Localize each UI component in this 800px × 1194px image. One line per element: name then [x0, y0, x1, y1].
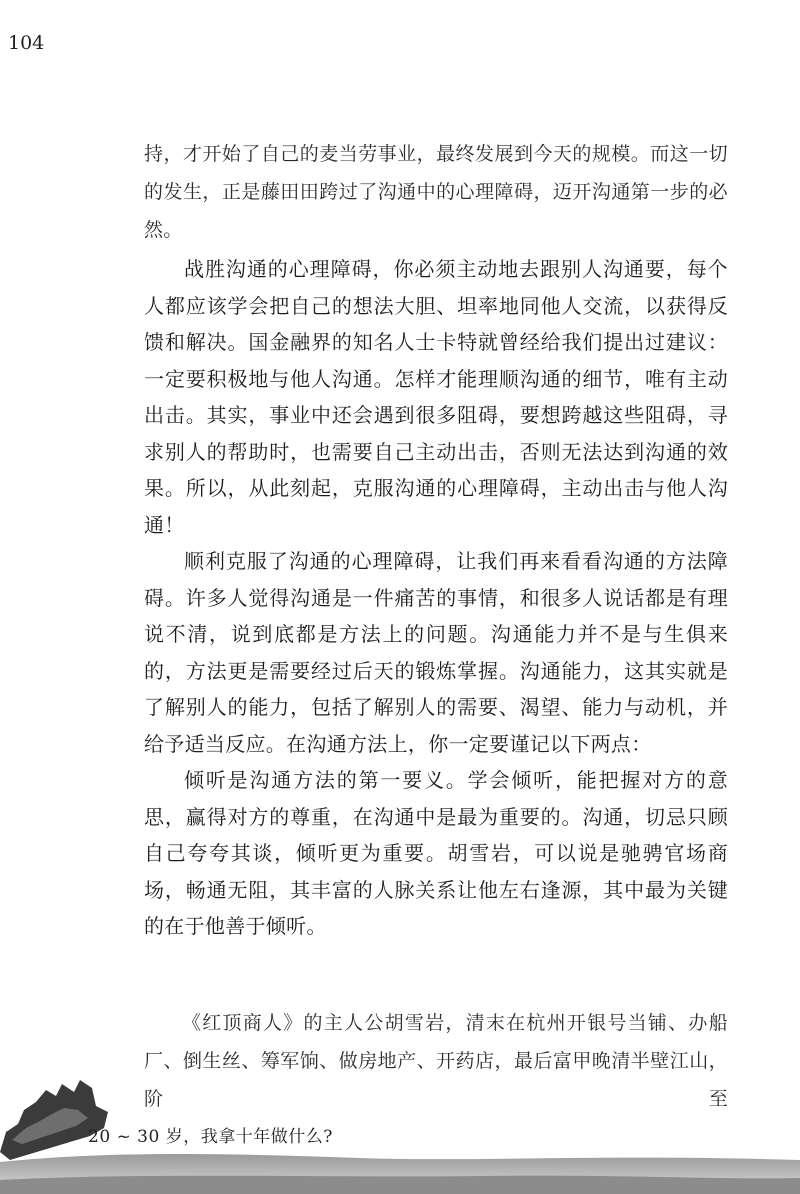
body-paragraph-2: 顺利克服了沟通的心理障碍，让我们再来看看沟通的方法障碍。许多人觉得沟通是一件痛苦的事情，和很多人说话都是有理说不清，说到底都是方法上的问题。沟通能力并不是与生俱来的，方法更是需要经过后天的锻炼掌握。沟通能力，这其实就是了解别人的能力，包括了解别人的需要、渴望、能力与动机，并给予适当反应。在沟通方法上，你一定要谨记以下两点：: [144, 549, 728, 756]
ground-shadow: [0, 1176, 800, 1194]
body-paragraph-1: 战胜沟通的心理障碍，你必须主动地去跟别人沟通要，每个人都应该学会把自己的想法大胆、坦率地同他人交流，以获得反馈和解决。国金融界的知名人士卡特就曾经给我们提出过建议：一定要积极地与他人沟通。怎样才能理顺沟通的细节，唯有主动出击。其实，事业中还会遇到很多阻碍，要想跨越这些阻碍，寻求别人的帮助时，也需要自己主动出击，否则无法达到沟通的效果。所以，从此刻起，克服沟通的心理障碍，主动出击与他人沟通！: [144, 257, 728, 537]
quote-paragraph: 持，才开始了自己的麦当劳事业，最终发展到今天的规模。而这一切的发生，正是藤田田跨过了沟通中的心理障碍，迈开沟通第一步的必然。: [144, 143, 728, 241]
quote-paragraph: 《红顶商人》的主人公胡雪岩，清末在杭州开银号当铺、办船厂、倒生丝、筹军饷、做房地产、开药店，最后富甲晚清半壁江山，阶至: [144, 1012, 728, 1110]
main-body-text: [144, 251, 728, 945]
footer-book-title: 20 ~ 30 岁，我拿十年做什么?: [88, 1127, 333, 1147]
body-paragraph-3: 倾听是沟通方法的第一要义。学会倾听，能把握对方的意思，赢得对方的尊重，在沟通中是最为重要的。沟通，切忌只顾自己夸夸其谈，倾听更为重要。胡雪岩，可以说是驰骋官场商场，畅通无阻，其丰富的人脉关系让他左右逢源，其中最为关键的在于他善于倾听。: [144, 768, 728, 938]
page-number: 104: [8, 32, 45, 54]
quote-block-top: [144, 135, 728, 249]
